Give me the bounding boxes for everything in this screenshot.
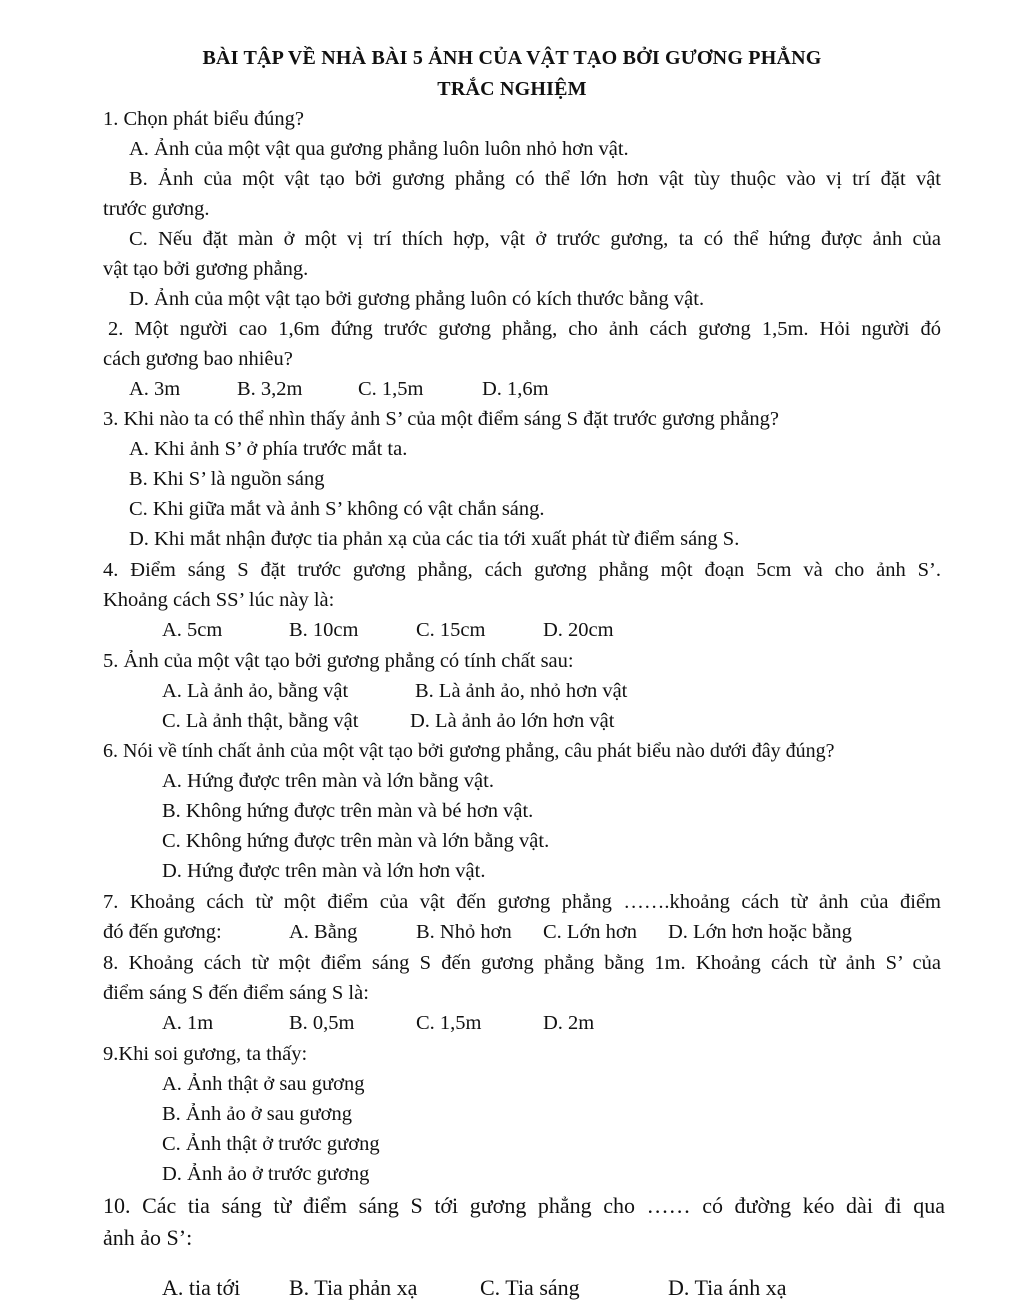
question-4-stem-line1: 4. Điểm sáng S đặt trước gương phẳng, cách gương phẳng một đoạn 5cm và cho ảnh S’. [103, 559, 941, 581]
question-7-stem-line1: 7. Khoảng cách từ một điểm của vật đến gương phẳng …….khoảng cách từ ảnh của điểm [103, 891, 941, 913]
question-5-option-d: D. Là ảnh ảo lớn hơn vật [410, 710, 615, 732]
page-title: BÀI TẬP VỀ NHÀ BÀI 5 ẢNH CỦA VẬT TẠO BỞI GƯƠNG PHẲNG [202, 47, 822, 69]
question-5-option-a: A. Là ảnh ảo, bằng vật [162, 680, 349, 702]
question-4-option-d: D. 20cm [543, 619, 614, 641]
question-2-stem-line2: cách gương bao nhiêu? [103, 348, 293, 370]
question-1-option-b-line1: B. Ảnh của một vật tạo bởi gương phẳng có thể lớn hơn vật tùy thuộc vào vị trí đặt vật [129, 168, 941, 190]
question-2-option-c: C. 1,5m [358, 378, 424, 400]
question-7-option-d: D. Lớn hơn hoặc bằng [668, 921, 852, 943]
question-1-option-a: A. Ảnh của một vật qua gương phẳng luôn luôn nhỏ hơn vật. [129, 138, 629, 160]
question-3-option-d: D. Khi mắt nhận được tia phản xạ của các tia tới xuất phát từ điểm sáng S. [129, 528, 740, 550]
question-1-option-b-line2: trước gương. [103, 198, 210, 220]
question-2-option-b: B. 3,2m [237, 378, 303, 400]
question-8-option-a: A. 1m [162, 1012, 214, 1034]
question-10-option-b: B. Tia phản xạ [289, 1275, 418, 1300]
question-3-option-b: B. Khi S’ là nguồn sáng [129, 468, 325, 490]
question-9-option-d: D. Ảnh ảo ở trước gương [162, 1163, 370, 1185]
question-6-option-b: B. Không hứng được trên màn và bé hơn vật. [162, 800, 534, 822]
question-10-stem-line2: ảnh ảo S’: [103, 1225, 193, 1250]
question-7-option-c: C. Lớn hơn [543, 921, 638, 943]
question-8-option-d: D. 2m [543, 1012, 595, 1034]
question-1-stem: 1. Chọn phát biểu đúng? [103, 108, 304, 130]
question-9-option-a: A. Ảnh thật ở sau gương [162, 1073, 365, 1095]
question-7-option-b: B. Nhỏ hơn [416, 921, 512, 943]
question-6-option-a: A. Hứng được trên màn và lớn bằng vật. [162, 770, 494, 792]
question-6-option-d: D. Hứng được trên màn và lớn hơn vật. [162, 860, 486, 882]
question-2-option-a: A. 3m [129, 378, 181, 400]
question-9-option-b: B. Ảnh ảo ở sau gương [162, 1103, 352, 1125]
question-1-option-d: D. Ảnh của một vật tạo bởi gương phẳng luôn có kích thước bằng vật. [129, 288, 705, 310]
question-4-option-a: A. 5cm [162, 619, 223, 641]
question-5-stem: 5. Ảnh của một vật tạo bởi gương phẳng có tính chất sau: [103, 650, 574, 672]
question-8-stem-line2: điểm sáng S đến điểm sáng S là: [103, 982, 369, 1004]
page-subtitle: TRẮC NGHIỆM [437, 78, 587, 100]
question-7-option-a: A. Bằng [289, 921, 358, 943]
question-3-option-a: A. Khi ảnh S’ ở phía trước mắt ta. [129, 438, 408, 460]
question-10-option-a: A. tia tới [162, 1275, 241, 1300]
question-2-option-d: D. 1,6m [482, 378, 549, 400]
question-5-option-b: B. Là ảnh ảo, nhỏ hơn vật [415, 680, 628, 702]
question-4-stem-line2: Khoảng cách SS’ lúc này là: [103, 589, 335, 611]
question-4-option-b: B. 10cm [289, 619, 359, 641]
question-5-option-c: C. Là ảnh thật, bằng vật [162, 710, 359, 732]
question-8-option-b: B. 0,5m [289, 1012, 355, 1034]
question-2-stem-line1: 2. Một người cao 1,6m đứng trước gương phẳng, cho ảnh cách gương 1,5m. Hỏi người đó [108, 318, 941, 340]
question-6-option-c: C. Không hứng được trên màn và lớn bằng vật. [162, 830, 550, 852]
question-8-stem-line1: 8. Khoảng cách từ một điểm sáng S đến gương phẳng bằng 1m. Khoảng cách từ ảnh S’ của [103, 952, 941, 974]
question-1-option-c-line1: C. Nếu đặt màn ở một vị trí thích hợp, vật ở trước gương, ta có thể hứng được ảnh của [129, 228, 941, 250]
question-10-stem-line1: 10. Các tia sáng từ điểm sáng S tới gương phẳng cho …… có đường kéo dài đi qua [103, 1193, 945, 1218]
question-9-stem: 9.Khi soi gương, ta thấy: [103, 1043, 308, 1065]
question-8-option-c: C. 1,5m [416, 1012, 482, 1034]
question-3-option-c: C. Khi giữa mắt và ảnh S’ không có vật chắn sáng. [129, 498, 545, 520]
question-1-option-c-line2: vật tạo bởi gương phẳng. [103, 258, 309, 280]
question-9-option-c: C. Ảnh thật ở trước gương [162, 1133, 380, 1155]
question-3-stem: 3. Khi nào ta có thể nhìn thấy ảnh S’ của một điểm sáng S đặt trước gương phẳng? [103, 408, 780, 430]
question-10-option-c: C. Tia sáng [480, 1275, 580, 1300]
question-7-stem-line2: đó đến gương: [103, 921, 222, 943]
question-6-stem: 6. Nói về tính chất ảnh của một vật tạo bởi gương phẳng, câu phát biểu nào dưới đây đúng? [103, 740, 835, 762]
question-4-option-c: C. 15cm [416, 619, 486, 641]
question-10-option-d: D. Tia ánh xạ [668, 1275, 787, 1300]
